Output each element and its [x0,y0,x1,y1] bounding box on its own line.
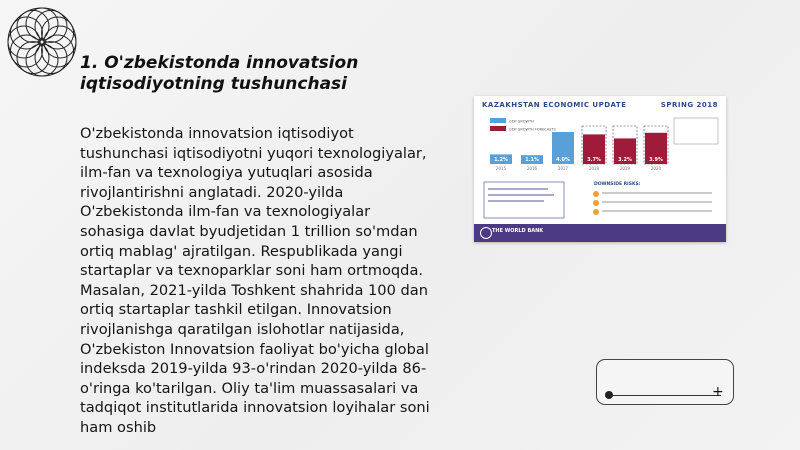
legend-swatch-forecast [490,126,506,131]
risk-bullet-icon [593,191,599,197]
slide-body-text: O'zbekistonda innovatsion iqtisodiyot tushunchasi iqtisodiyotni yuqori texnologiyalar, ilm-fan va texnologiya yutuqlari asosida rivojlantirishni anglatadi. 2020-yilda O'zbekistonda ilm-fan va texnologiyalar sohasiga davlat byudjetidan 1 trillion so'mdan ortiq mablag' ajratilgan. Respublikada yangi startaplar va texnoparklar soni ham ortmoqda. Masalan, 2021-yilda Toshkent shahrida 100 dan ortiq startaplar tashkil etilgan. Innovatsion rivojlanishga qaratilgan islohotlar natijasida, O'zbekiston Innovatsion faoliyat bo'yicha global indeksda 2019-yilda 93-o'rindan 2020-yilda 86-o'ringa ko'tarilgan. Oliy ta'lim muassasalari va tadqiqot institutlarida innovatsion loyihalar soni ham oshib [80,125,430,436]
gdp-bar-value: 1.2% [494,157,508,163]
gdp-bar-year: 2015 [495,166,507,171]
gdp-bar-year: 2017 [557,166,569,171]
gdp-bar-year: 2019 [619,166,631,171]
infographic-header-title: KAZAKHSTAN ECONOMIC UPDATE [482,101,627,109]
risk-bullet-icon [593,200,599,206]
gdp-bar-year: 2018 [588,166,600,171]
plus-icon[interactable]: + [712,384,724,400]
note-text-line [488,194,554,196]
rosette-outer-ring [8,8,76,76]
rosette-logo-icon [4,4,80,80]
infographic-footer-org: THE WORLD BANK [492,228,544,234]
gdp-bar-value: 4.0% [556,157,570,163]
callout-box [674,118,718,144]
gdp-bar-year: 2020 [650,166,662,171]
legend-label: GDP GROWTH FORECASTS [509,127,556,132]
risk-text-line [602,210,712,212]
legend-swatch-growth [490,118,506,123]
downside-risks-title: DOWNSIDE RISKS: [594,182,641,187]
gdp-bar-value: 3.2% [618,157,632,163]
risk-text-line [602,201,712,203]
slide-title: 1. O'zbekistonda innovatsion iqtisodiyotning tushunchasi [80,53,359,94]
infographic-graphic [474,96,726,242]
slider-widget[interactable] [596,359,734,405]
infographic-image [474,96,726,242]
infographic-header-date: SPRING 2018 [660,101,718,109]
gdp-bar-value: 3.9% [649,157,663,163]
gdp-bar-value: 1.1% [525,157,539,163]
slider-handle[interactable] [605,391,613,399]
legend-label: GDP GROWTH [509,119,534,124]
note-text-line [488,200,544,202]
risk-bullet-icon [593,209,599,215]
gdp-bar-value: 3.7% [587,157,601,163]
infographic-footer [474,224,726,242]
note-text-line [488,188,548,190]
gdp-bar-year: 2016 [526,166,538,171]
slider-track[interactable] [609,395,721,396]
risk-text-line [602,192,712,194]
world-bank-globe-icon [480,227,492,239]
